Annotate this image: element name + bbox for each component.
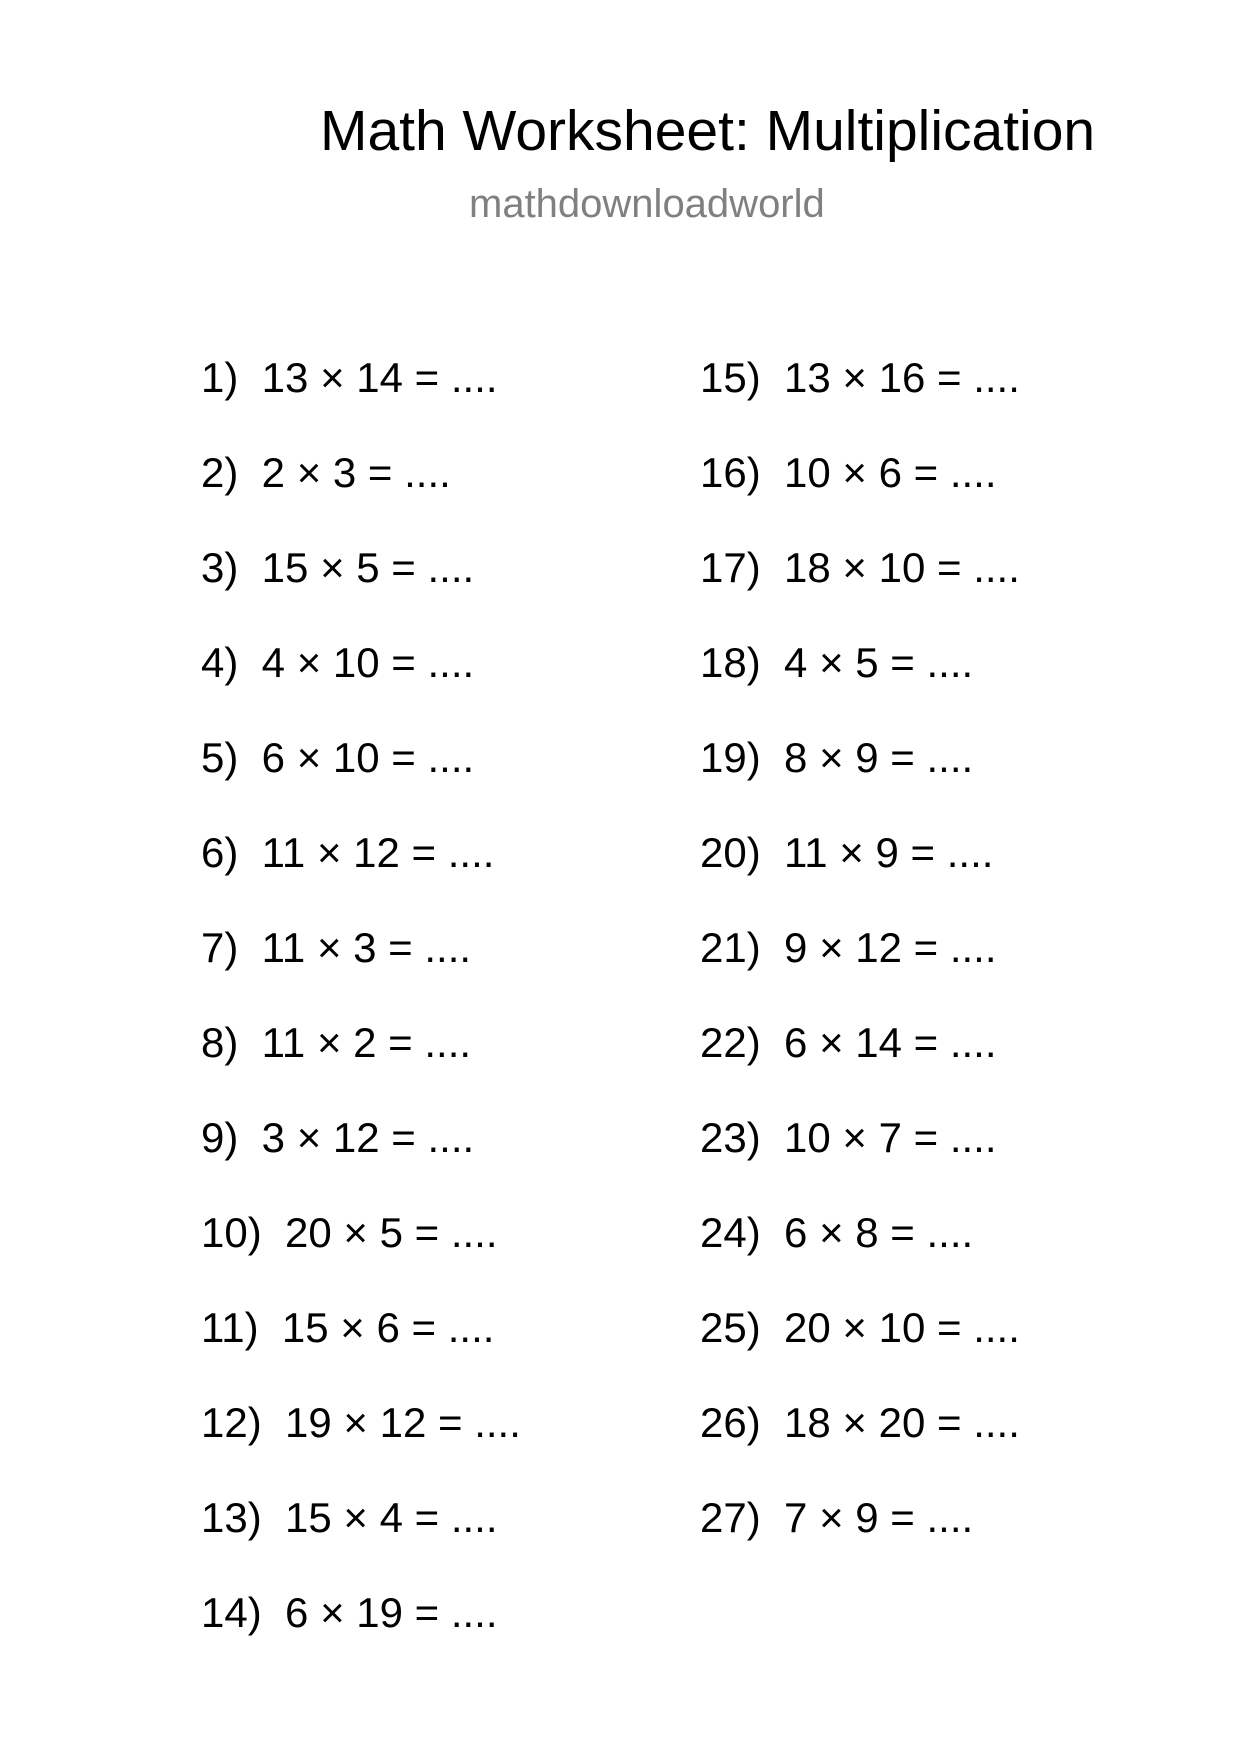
problem-item: 13) 15 × 4 = ....: [201, 1494, 498, 1541]
problem-item: 17) 18 × 10 = ....: [700, 544, 1020, 591]
problems-column-right: [700, 348, 1020, 1583]
problem-item: 23) 10 × 7 = ....: [700, 1114, 997, 1161]
problem-item: 14) 6 × 19 = ....: [201, 1589, 498, 1636]
problem-item: 11) 15 × 6 = ....: [201, 1304, 495, 1351]
problem-item: 12) 19 × 12 = ....: [201, 1399, 521, 1446]
problem-item: 3) 15 × 5 = ....: [201, 544, 475, 591]
problem-item: 26) 18 × 20 = ....: [700, 1399, 1020, 1446]
problem-item: 18) 4 × 5 = ....: [700, 639, 974, 686]
problem-item: 19) 8 × 9 = ....: [700, 734, 974, 781]
problem-item: 6) 11 × 12 = ....: [201, 829, 495, 876]
problem-item: 1) 13 × 14 = ....: [201, 354, 498, 401]
worksheet-subtitle: mathdownloadworld: [469, 182, 825, 226]
problem-item: 10) 20 × 5 = ....: [201, 1209, 498, 1256]
problem-item: 8) 11 × 2 = ....: [201, 1019, 472, 1066]
problem-item: 16) 10 × 6 = ....: [700, 449, 997, 496]
problem-item: 2) 2 × 3 = ....: [201, 449, 451, 496]
problem-item: 25) 20 × 10 = ....: [700, 1304, 1020, 1351]
worksheet-title: Math Worksheet: Multiplication: [320, 99, 1096, 163]
problems-column-left: [201, 348, 521, 1678]
problem-item: 27) 7 × 9 = ....: [700, 1494, 974, 1541]
problem-item: 15) 13 × 16 = ....: [700, 354, 1020, 401]
problem-item: 5) 6 × 10 = ....: [201, 734, 475, 781]
problem-item: 9) 3 × 12 = ....: [201, 1114, 475, 1161]
problem-item: 20) 11 × 9 = ....: [700, 829, 994, 876]
problem-item: 24) 6 × 8 = ....: [700, 1209, 974, 1256]
problem-item: 21) 9 × 12 = ....: [700, 924, 997, 971]
problem-item: 22) 6 × 14 = ....: [700, 1019, 997, 1066]
problem-item: 7) 11 × 3 = ....: [201, 924, 472, 971]
problem-item: 4) 4 × 10 = ....: [201, 639, 475, 686]
